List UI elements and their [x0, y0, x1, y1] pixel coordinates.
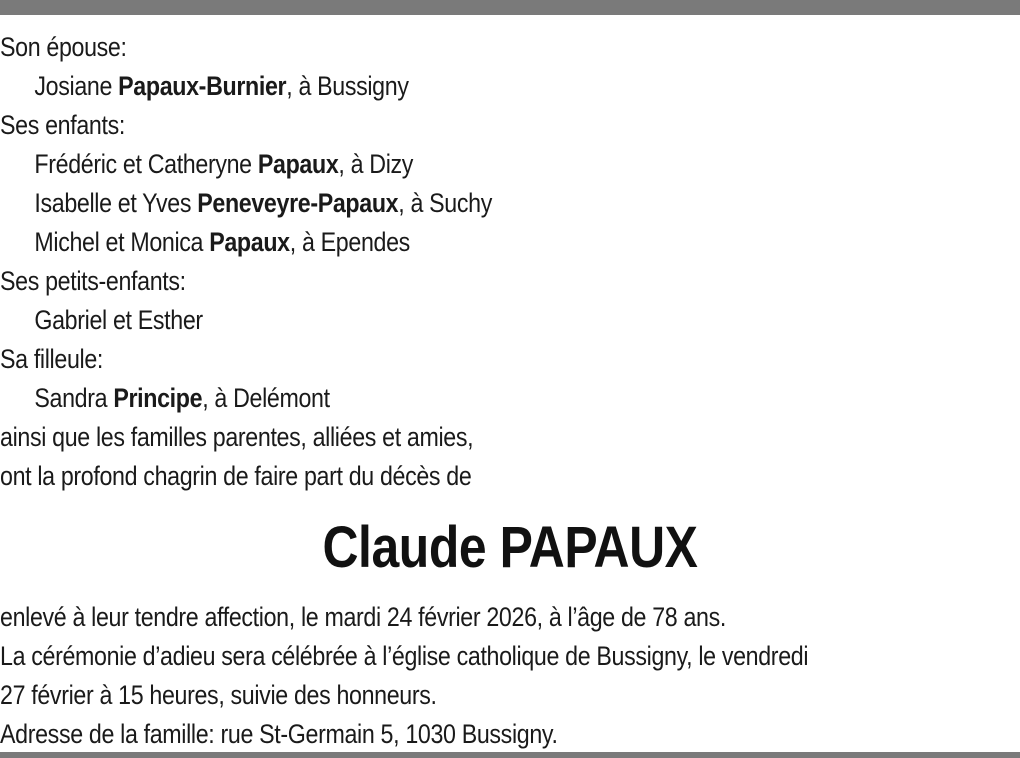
grandchildren-heading: Ses petits-enfants:	[0, 266, 186, 296]
announcement-line: ont la profond chagrin de faire part du décès de	[0, 461, 472, 491]
grandchildren-entry: Gabriel et Esther	[34, 305, 203, 335]
spouse-place: , à Bussigny	[286, 71, 409, 101]
child-surname: Papaux	[209, 227, 290, 257]
bottom-border-rule	[0, 752, 1020, 758]
child-surname: Peneveyre-Papaux	[197, 188, 399, 218]
spouse-entry	[0, 67, 1020, 106]
goddaughter-place: , à Delémont	[202, 383, 330, 413]
details-line: 27 février à 15 heures, suivie des honneurs.	[0, 680, 437, 710]
family-address-line: Adresse de la famille: rue St-Germain 5, 1030 Bussigny.	[0, 719, 558, 749]
child-given-names: Frédéric et Catheryne	[34, 149, 258, 179]
child-place: , à Ependes	[289, 227, 410, 257]
top-border-rule	[0, 0, 1020, 15]
spouse-given-name: Josiane	[34, 71, 119, 101]
child-given-names: Isabelle et Yves	[34, 188, 198, 218]
child-given-names: Michel et Monica	[34, 227, 210, 257]
goddaughter-entry	[0, 379, 1020, 418]
child-surname: Papaux	[257, 149, 339, 179]
goddaughter-given-name: Sandra	[34, 383, 114, 413]
details-line: La cérémonie d’adieu sera célébrée à l’église catholique de Bussigny, le vendredi	[0, 641, 809, 671]
child-entry	[0, 184, 1020, 223]
spouse-surname: Papaux-Burnier	[118, 71, 287, 101]
details-line: enlevé à leur tendre affection, le mardi 24 février 2026, à l’âge de 78 ans.	[0, 602, 726, 632]
relatives-line: ainsi que les familles parentes, alliées et amies,	[0, 422, 474, 452]
child-place: , à Suchy	[398, 188, 492, 218]
spouse-heading: Son épouse:	[0, 32, 127, 62]
deceased-name: Claude PAPAUX	[322, 515, 698, 580]
obituary-notice	[0, 28, 1020, 754]
goddaughter-heading: Sa filleule:	[0, 344, 104, 374]
goddaughter-surname: Principe	[113, 383, 203, 413]
child-entry	[0, 145, 1020, 184]
children-heading: Ses enfants:	[0, 110, 125, 140]
child-place: , à Dizy	[338, 149, 414, 179]
child-entry	[0, 223, 1020, 262]
